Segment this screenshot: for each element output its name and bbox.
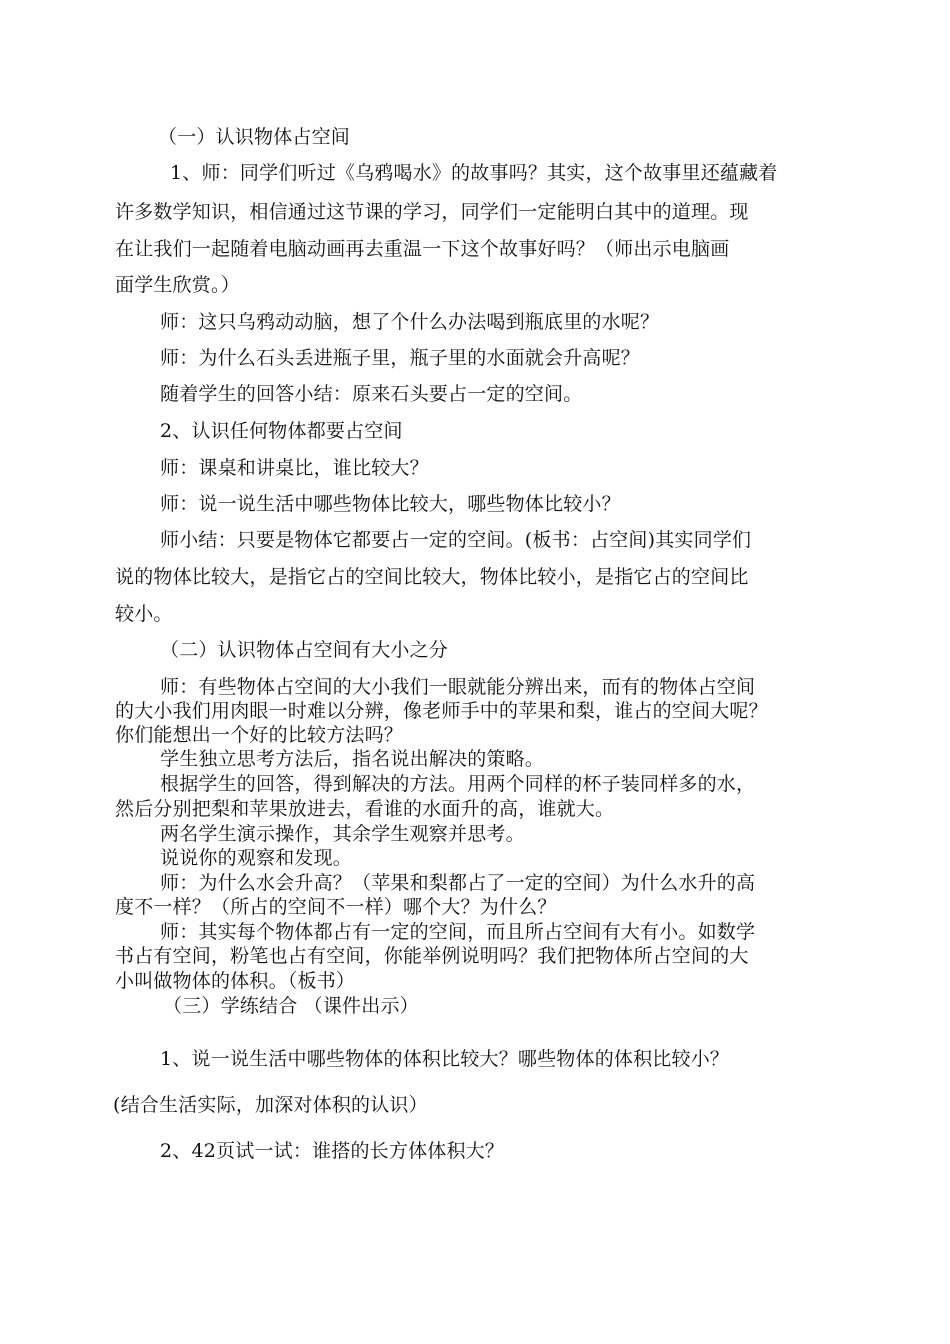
conclusion-line: 师小结：只要是物体它都要占一定的空间。(板书：占空间)其实同学们 bbox=[160, 529, 752, 551]
exercise-note: (结合生活实际，加深对体积的认识） bbox=[113, 1094, 428, 1116]
student-thinking: 学生独立思考方法后，指名说出解决的策略。 bbox=[160, 748, 545, 770]
method-line: 根据学生的回答，得到解决的方法。用两个同样的杯子装同样多的水， bbox=[160, 773, 756, 795]
teacher-question: 师：为什么石头丢进瓶子里，瓶子里的水面就会升高呢？ bbox=[160, 347, 641, 369]
method-line: 然后分别把梨和苹果放进去，看谁的水面升的高，谁就大。 bbox=[115, 798, 615, 820]
summary-line: 随着学生的回答小结：原来石头要占一定的空间。 bbox=[160, 383, 583, 405]
conclusion-line: 较小。 bbox=[115, 603, 173, 625]
why-line: 度不一样？（所占的空间不一样）哪个大？为什么？ bbox=[115, 896, 557, 918]
observation-line: 说说你的观察和发现。 bbox=[160, 847, 353, 869]
conclusion-line: 说的物体比较大，是指它占的空间比较大，物体比较小，是指它占的空间比 bbox=[115, 566, 749, 588]
section2-heading: （二）认识物体占空间有大小之分 bbox=[160, 639, 449, 661]
exercise-line: 1、说一说生活中哪些物体的体积比较大？哪些物体的体积比较小？ bbox=[160, 1048, 730, 1070]
teacher-question: 师：课桌和讲桌比，谁比较大？ bbox=[160, 457, 429, 479]
teacher-question: 师：这只乌鸦动动脑，想了个什么办法喝到瓶底里的水呢？ bbox=[160, 311, 660, 333]
exercise-line: 2、42页试一试：谁搭的长方体体积大？ bbox=[160, 1140, 505, 1162]
why-line: 师：为什么水会升高？（苹果和梨都占了一定的空间）为什么水升的高 bbox=[160, 872, 756, 894]
section2-intro-line: 师：有些物体占空间的大小我们一眼就能分辨出来，而有的物体占空间 bbox=[160, 676, 756, 698]
subheading: 2、认识任何物体都要占空间 bbox=[160, 420, 403, 442]
section2-intro-line: 你们能想出一个好的比较方法吗？ bbox=[115, 724, 404, 746]
definition-line: 小叫做物体的体积。（板书） bbox=[115, 970, 356, 992]
section1-paragraph-line: 许多数学知识，相信通过这节课的学习，同学们一定能明白其中的道理。现 bbox=[115, 201, 749, 223]
teacher-question: 师：说一说生活中哪些物体比较大，哪些物体比较小？ bbox=[160, 493, 621, 515]
section1-heading: （一）认识物体占空间 bbox=[158, 126, 351, 148]
section3-heading: （三）学练结合 （课件出示） bbox=[163, 995, 419, 1017]
demonstration-line: 两名学生演示操作，其余学生观察并思考。 bbox=[160, 823, 525, 845]
section1-paragraph-line: 在让我们一起随着电脑动画再去重温一下这个故事好吗？（师出示电脑画 bbox=[115, 238, 730, 260]
section1-paragraph-line: 1、师：同学们听过《乌鸦喝水》的故事吗？其实，这个故事里还蕴藏着 bbox=[170, 162, 778, 184]
section2-intro-line: 的大小我们用肉眼一时难以分辨，像老师手中的苹果和梨，谁占的空间大呢？ bbox=[115, 700, 768, 722]
definition-line: 师：其实每个物体都占有一定的空间，而且所占空间有大有小。如数学 bbox=[160, 921, 756, 943]
section1-paragraph-line: 面学生欣赏。） bbox=[115, 274, 240, 296]
definition-line: 书占有空间，粉笔也占有空间，你能举例说明吗？我们把物体所占空间的大 bbox=[115, 945, 749, 967]
